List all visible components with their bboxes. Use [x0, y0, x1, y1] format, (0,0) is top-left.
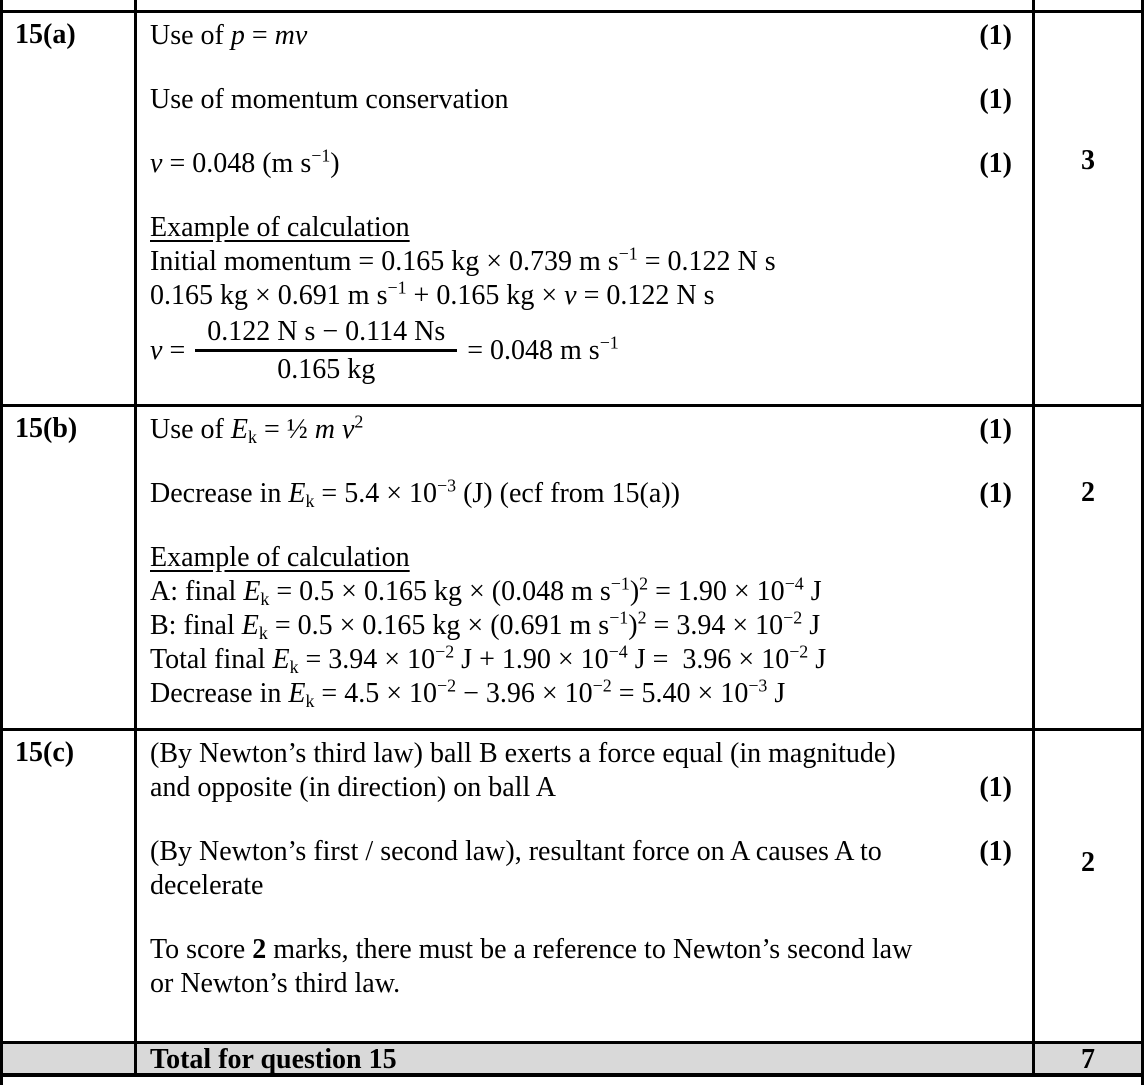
text-segment: −4 — [784, 573, 804, 594]
text-segment: k — [247, 427, 257, 447]
text-segment: marks, there must be a reference to Newton’s second law — [266, 934, 913, 965]
text-segment: v — [150, 334, 163, 366]
answer-line — [150, 211, 1012, 245]
answer-line — [150, 19, 1012, 53]
answer-text — [150, 737, 896, 771]
text-segment: = 4.5 × 10 — [314, 678, 438, 709]
text-segment: v — [341, 414, 355, 445]
row-total: 2 — [1081, 477, 1095, 508]
total-row-label-cell — [137, 1044, 1035, 1073]
text-segment: = 0.122 N s — [637, 246, 776, 277]
text-segment: Use of — [150, 414, 231, 445]
answer-line — [150, 869, 1012, 903]
text-segment: 0.165 kg — [277, 354, 376, 385]
mark-badge: (1) — [979, 478, 1012, 509]
text-segment: −1 — [311, 145, 331, 166]
question-number-cell — [3, 731, 137, 1041]
answer-text — [150, 967, 400, 1001]
text-segment: 2 — [354, 411, 364, 432]
answer-text — [150, 933, 912, 967]
answer-line — [150, 83, 1012, 117]
answer-cell — [137, 13, 1035, 404]
total-row-question-cell — [3, 1044, 137, 1073]
text-segment: 0.165 kg × 0.691 m s — [150, 280, 388, 311]
text-segment: = — [244, 20, 275, 51]
text-segment: E — [288, 678, 306, 709]
text-segment: E — [241, 610, 259, 641]
text-segment: 2 — [637, 607, 647, 628]
text-segment: −1 — [599, 332, 619, 353]
text-segment: Initial momentum = 0.165 kg × 0.739 m s — [150, 246, 619, 277]
text-segment: = 3.94 × 10 — [646, 610, 784, 641]
answer-line — [150, 609, 1012, 643]
text-segment: − 3.96 × 10 — [456, 678, 593, 709]
question-number: 15(b) — [15, 413, 78, 444]
mark-scheme-row — [3, 731, 1141, 1044]
answer-line — [150, 541, 1012, 575]
mark-scheme-rows — [3, 13, 1141, 1044]
text-segment: = 0.5 × 0.165 kg × (0.691 m s — [267, 610, 610, 641]
row-total: 2 — [1081, 847, 1095, 878]
answer-line — [150, 413, 1012, 447]
answer-text — [150, 541, 410, 575]
fraction-denominator — [195, 349, 457, 386]
answer-line — [150, 737, 1012, 771]
text-segment: ) — [628, 610, 638, 641]
text-segment: k — [305, 691, 315, 711]
answer-text — [150, 575, 822, 609]
text-segment: J = 3.96 × 10 — [627, 644, 790, 675]
text-segment: A: final — [150, 576, 244, 607]
text-segment: p — [230, 20, 245, 51]
text-segment: To score — [150, 934, 253, 965]
text-segment: J — [802, 610, 821, 641]
answer-line — [150, 835, 1012, 869]
mark-badge: (1) — [979, 414, 1012, 445]
text-segment: −2 — [592, 675, 612, 696]
partial-total-cell — [1035, 0, 1141, 10]
text-segment: v — [564, 280, 577, 311]
text-segment: J + 1.90 × 10 — [454, 644, 609, 675]
text-segment: (J) (ecf from 15(a)) — [456, 478, 680, 509]
answer-text — [150, 279, 714, 313]
mark-badge: (1) — [979, 84, 1012, 115]
fraction — [195, 315, 457, 386]
text-segment: Example of calculation — [150, 542, 410, 573]
text-segment: (By Newton’s first / second law), resultant force on A causes A to — [150, 836, 882, 867]
text-segment: −1 — [609, 607, 629, 628]
text-segment: Decrease in — [150, 478, 289, 509]
text-segment: = 0.122 N s — [576, 280, 715, 311]
fraction-prefix — [150, 334, 185, 368]
question-number-cell — [3, 13, 137, 404]
text-segment: (By Newton’s third law) ball B exerts a force equal (in magnitude) — [150, 738, 896, 769]
text-segment: −2 — [437, 675, 457, 696]
answer-text — [150, 477, 680, 511]
row-total-cell — [1035, 13, 1141, 404]
text-segment: = 0.048 (m s — [162, 148, 312, 179]
text-segment: or Newton’s third law. — [150, 968, 401, 999]
row-total-cell — [1035, 731, 1141, 1041]
answer-line — [150, 147, 1012, 181]
answer-text — [150, 413, 363, 447]
text-segment: −2 — [789, 641, 809, 662]
question-number: 15(c) — [15, 737, 75, 768]
text-segment: k — [305, 491, 315, 511]
answer-line — [150, 477, 1012, 511]
text-segment: and opposite (in direction) on ball A — [150, 772, 556, 803]
text-segment: ) — [629, 576, 640, 607]
total-row — [3, 1044, 1141, 1077]
text-segment: E — [288, 478, 306, 509]
text-segment: k — [289, 657, 299, 677]
answer-text — [150, 609, 820, 643]
text-segment: + 0.165 kg × — [406, 280, 565, 311]
mark-scheme-row — [3, 407, 1141, 731]
answer-line — [150, 279, 1012, 313]
text-segment: E — [272, 644, 290, 675]
fraction-line — [150, 315, 1012, 386]
text-segment: = 5.40 × 10 — [611, 678, 749, 709]
text-segment: = ½ — [256, 414, 315, 445]
text-segment: ) — [330, 148, 340, 179]
text-segment: −1 — [387, 277, 407, 298]
text-segment: 2 — [252, 934, 267, 965]
text-segment: J — [803, 576, 822, 607]
answer-text — [150, 771, 556, 805]
question-number: 15(a) — [15, 19, 76, 50]
row-total: 3 — [1081, 145, 1095, 176]
answer-text — [150, 19, 307, 53]
text-segment: E — [230, 414, 248, 445]
text-segment: k — [260, 589, 270, 609]
text-segment: k — [258, 623, 268, 643]
answer-text — [150, 869, 263, 903]
text-segment: J — [767, 678, 786, 709]
answer-text — [150, 245, 776, 279]
fraction-result — [467, 334, 619, 368]
mark-badge: (1) — [979, 20, 1012, 51]
text-segment: −2 — [435, 641, 455, 662]
text-segment: = 0.5 × 0.165 kg × (0.048 m s — [269, 576, 611, 607]
text-segment: E — [243, 576, 261, 607]
text-segment: Decrease in — [150, 678, 289, 709]
text-segment: Use of momentum conservation — [150, 84, 509, 115]
mark-scheme-row — [3, 13, 1141, 407]
question-number-cell — [3, 407, 137, 728]
mark-badge: (1) — [979, 836, 1012, 867]
answer-text — [150, 211, 410, 245]
text-segment: = 1.90 × 10 — [648, 576, 785, 607]
partial-question-cell — [3, 0, 137, 10]
text-segment: v — [150, 148, 163, 179]
answer-text — [150, 643, 826, 677]
text-segment: m — [314, 414, 335, 445]
mark-badge: (1) — [979, 772, 1012, 803]
text-segment: mv — [274, 20, 308, 51]
footer-total: 7 — [1081, 1044, 1095, 1075]
answer-text — [150, 835, 882, 869]
text-segment: −1 — [618, 243, 638, 264]
mark-badge: (1) — [979, 148, 1012, 179]
text-segment: 0.122 N s − 0.114 Ns — [207, 316, 446, 347]
answer-line — [150, 677, 1012, 711]
text-segment: Example of calculation — [150, 212, 410, 243]
text-segment: decelerate — [150, 870, 264, 901]
text-segment: −1 — [610, 573, 630, 594]
text-segment: = 3.94 × 10 — [298, 644, 436, 675]
text-segment: Use of — [150, 20, 231, 51]
answer-text — [150, 147, 340, 181]
answer-text — [150, 677, 785, 711]
text-segment: −4 — [608, 641, 628, 662]
text-segment: = 0.048 m s — [467, 334, 600, 366]
partial-row-top — [3, 0, 1141, 13]
text-segment: −3 — [437, 475, 457, 496]
text-segment: 2 — [639, 573, 649, 594]
total-row-value-cell — [1035, 1044, 1141, 1073]
answer-line — [150, 643, 1012, 677]
answer-line — [150, 245, 1012, 279]
text-segment: = — [162, 334, 186, 366]
answer-line — [150, 575, 1012, 609]
text-segment — [335, 414, 342, 445]
answer-line — [150, 967, 1012, 1001]
answer-text — [150, 83, 508, 117]
text-segment: −3 — [748, 675, 768, 696]
footer-label: Total for question 15 — [150, 1044, 397, 1075]
text-segment: −2 — [783, 607, 803, 628]
text-segment: B: final — [150, 610, 242, 641]
text-segment: = 5.4 × 10 — [314, 478, 438, 509]
row-total-cell — [1035, 407, 1141, 728]
partial-answer-cell — [137, 0, 1035, 10]
answer-line — [150, 771, 1012, 805]
text-segment: Total final — [150, 644, 273, 675]
answer-cell — [137, 731, 1035, 1041]
text-segment: J — [808, 644, 827, 675]
answer-line — [150, 933, 1012, 967]
answer-cell — [137, 407, 1035, 728]
fraction-numerator — [195, 315, 457, 349]
